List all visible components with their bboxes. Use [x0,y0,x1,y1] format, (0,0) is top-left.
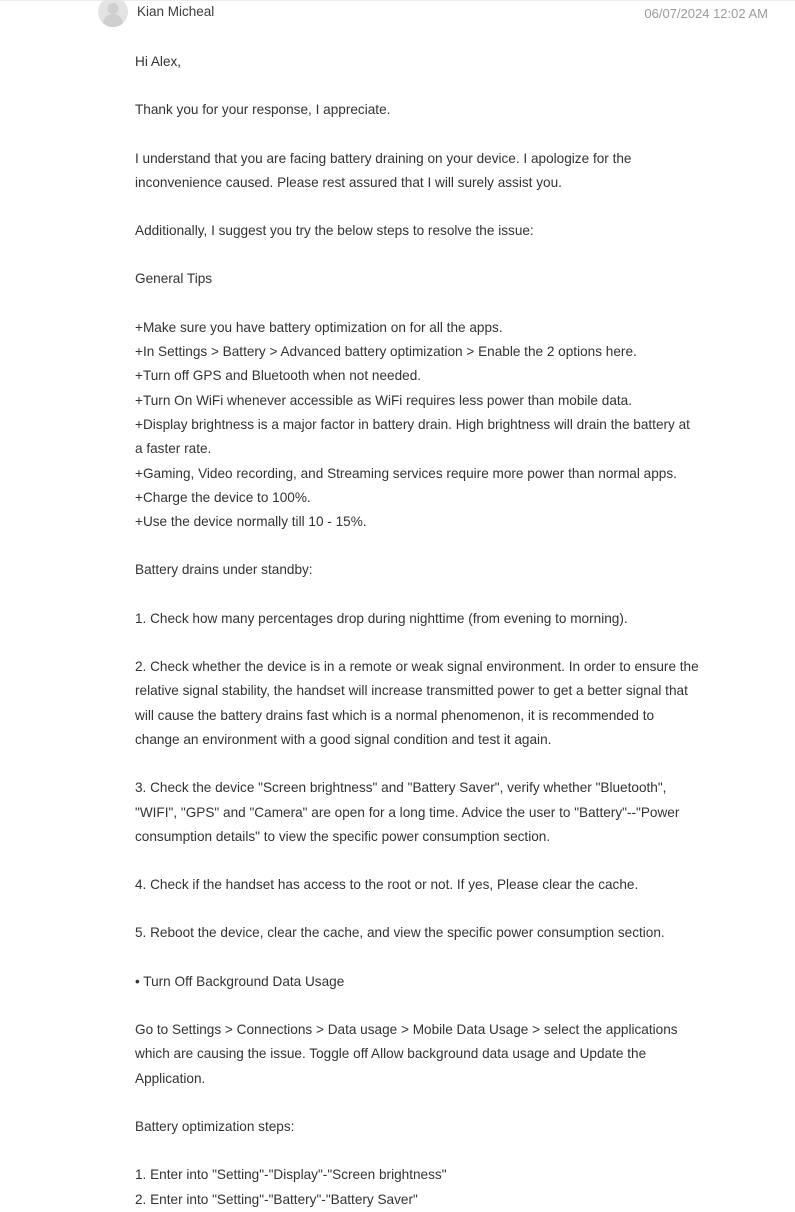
spacer [135,243,701,267]
optimization-step-item: 2. Enter into "Setting"-"Battery"-"Battery Saver" [135,1191,418,1207]
optimization-heading: Battery optimization steps: [135,1118,295,1134]
spacer [135,123,701,147]
spacer [135,1091,701,1115]
sender-block [98,0,214,27]
spacer [135,946,701,970]
standby-step-item: 3. Check the device "Screen brightness" and "Battery Saver", verify whether "Bluetooth", "WIFI", "GPS" and "Camera" are open for a long time. Advice the user to "Battery"--"Power consumption details" to view the specific power consumption section. [135,780,684,844]
spacer [135,631,701,655]
spacer [135,1139,701,1163]
general-tip-item: +Make sure you have battery optimization on for all the apps. [135,319,503,335]
general-tip-item: +In Settings > Battery > Advanced battery optimization > Enable the 2 options here. [135,344,637,360]
spacer [135,26,701,50]
general-tip-item: +Gaming, Video recording, and Streaming services require more power than normal apps. [135,465,677,481]
standby-step-item: 2. Check whether the device is in a remote or weak signal environment. In order to ensure the relative signal stability, the handset will increase transmitted power to get a better signal that will cause the battery drains fast which is a normal phenomenon, it is recommended to change an environment with a good signal condition and test it again. [135,659,703,747]
optimization-step-item: 1. Enter into "Setting"-"Display"-"Screen brightness" [135,1167,447,1183]
greeting-text: Hi Alex, [135,54,182,69]
spacer [135,74,701,98]
spacer [135,534,701,558]
user-avatar-icon [98,0,128,27]
general-tip-item: +Use the device normally till 10 - 15%. [135,514,367,530]
sender-name: Kian Micheal [137,4,215,20]
message-body [0,26,701,1212]
avatar-body-shape [103,14,123,27]
spacer [135,897,701,921]
standby-step-item: 4. Check if the handset has access to the root or not. If yes, Please clear the cache. [135,877,639,893]
general-tip-item: +Charge the device to 100%. [135,489,311,505]
avatar-head-shape [108,3,119,14]
background-data-body: Go to Settings > Connections > Data usage > Mobile Data Usage > select the applications which are causing the issue. Toggle off Allow background data usage and Update the Application. [135,1022,682,1086]
general-tip-item: +Turn On WiFi whenever accessible as WiFi requires less power than mobile data. [135,392,633,408]
background-data-heading: • Turn Off Background Data Usage [135,973,345,989]
understanding-text: I understand that you are facing battery draining on your device. I apologize for the inconvenience caused. Please rest assured that I will surely assist you. [135,150,636,190]
message-timestamp: 06/07/2024 12:02 AM [644,6,768,21]
spacer [135,583,701,607]
spacer [135,292,701,316]
suggestion-intro-text: Additionally, I suggest you try the below steps to resolve the issue: [135,223,534,239]
thanks-text: Thank you for your response, I appreciate. [135,102,391,118]
standby-step-item: 1. Check how many percentages drop during nighttime (from evening to morning). [135,610,628,626]
general-tip-item: +Display brightness is a major factor in battery drain. High brightness will drain the battery at a faster rate. [135,416,694,457]
spacer [135,994,701,1018]
spacer [135,752,701,776]
general-tips-heading: General Tips [135,271,213,287]
standby-heading: Battery drains under standby: [135,562,313,578]
standby-step-item: 5. Reboot the device, clear the cache, and view the specific power consumption section. [135,925,665,941]
general-tips-list [135,316,701,535]
spacer [135,849,701,873]
general-tip-item: +Turn off GPS and Bluetooth when not needed. [135,368,422,384]
spacer [135,195,701,219]
message-header [0,0,795,26]
